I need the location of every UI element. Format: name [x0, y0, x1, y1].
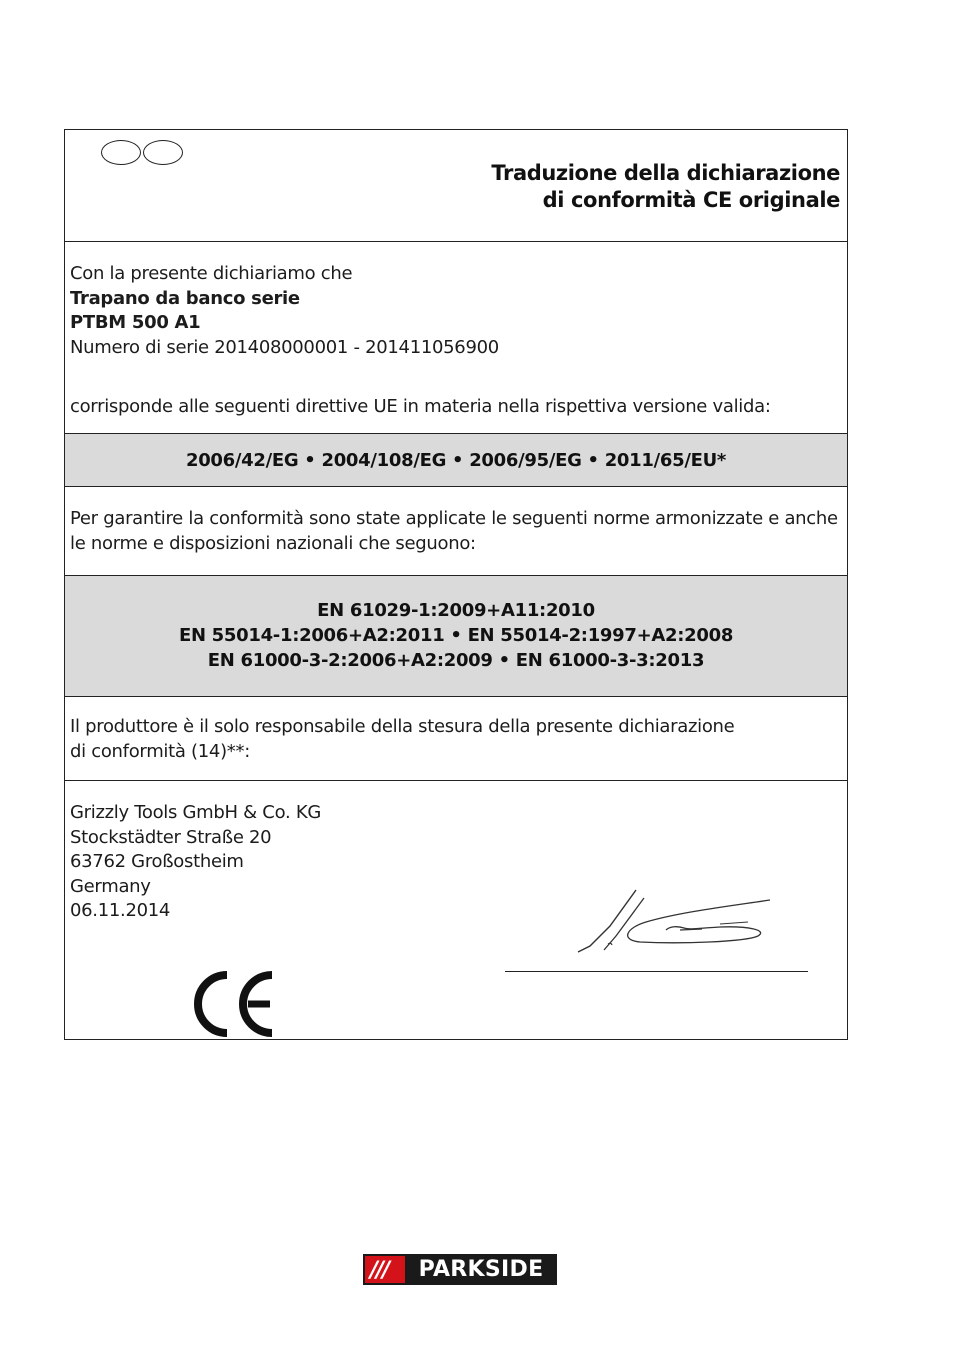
manufacturer-section [65, 781, 847, 1039]
responsibility-line: Il produttore è il solo responsabile della stesura della presente dichiarazione [70, 716, 735, 737]
manufacturer-city: 63762 Großostheim [70, 851, 244, 872]
logo-text: PARKSIDE [418, 1257, 544, 1282]
intro-line: Con la presente dichiariamo che [70, 263, 353, 284]
declaration-header [65, 130, 847, 242]
manufacturer-address [70, 801, 321, 924]
standards-intro-section [65, 487, 847, 576]
language-ovals [101, 140, 185, 169]
language-oval [143, 140, 183, 165]
declaration-box [64, 129, 848, 1040]
standards-intro-line: Per garantire la conformità sono state applicate le seguenti norme armonizzate e anche [70, 508, 838, 529]
responsibility-text [70, 715, 734, 764]
title-line: di conformità CE originale [542, 188, 840, 212]
title-line: Traduzione della dichiarazione [491, 161, 840, 185]
language-oval [101, 140, 141, 165]
serial-number: Numero di serie 201408000001 - 201411056900 [70, 336, 499, 358]
standard-line: EN 61000-3-2:2006+A2:2009 • EN 61000-3-3:2013 [207, 650, 705, 671]
product-section [65, 242, 847, 434]
logo-slashes: /// [370, 1258, 389, 1283]
signature-line [505, 971, 808, 972]
standard-line: EN 61029-1:2009+A11:2010 [317, 600, 595, 621]
signature-image [570, 886, 810, 956]
standards-section [65, 576, 847, 697]
manufacturer-name: Grizzly Tools GmbH & Co. KG [70, 802, 321, 823]
manufacturer-street: Stockstädter Straße 20 [70, 826, 272, 848]
parkside-logo [363, 1254, 557, 1285]
ce-mark-icon [193, 971, 275, 1037]
logo-stripes [365, 1256, 405, 1283]
manufacturer-country: Germany [70, 875, 151, 897]
responsibility-section [65, 697, 847, 781]
responsibility-line: di conformità (14)**: [70, 740, 250, 762]
product-name: Trapano da banco serie [70, 287, 300, 309]
page-title [491, 160, 840, 214]
standards-intro [70, 507, 838, 556]
standard-line: EN 55014-1:2006+A2:2011 • EN 55014-2:1997+A2:2008 [178, 625, 734, 646]
standards-intro-line: le norme e disposizioni nazionali che seguono: [70, 532, 476, 554]
directives-list: 2006/42/EG • 2004/108/EG • 2006/95/EG • 2011/65/EU* [185, 450, 727, 471]
model-number: PTBM 500 A1 [70, 312, 201, 333]
directives-section [65, 434, 847, 487]
declaration-date: 06.11.2014 [70, 900, 171, 921]
directives-intro: corrisponde alle seguenti direttive UE in materia nella rispettiva versione valida: [70, 395, 771, 417]
standards-list [65, 598, 847, 673]
product-text [70, 262, 771, 419]
